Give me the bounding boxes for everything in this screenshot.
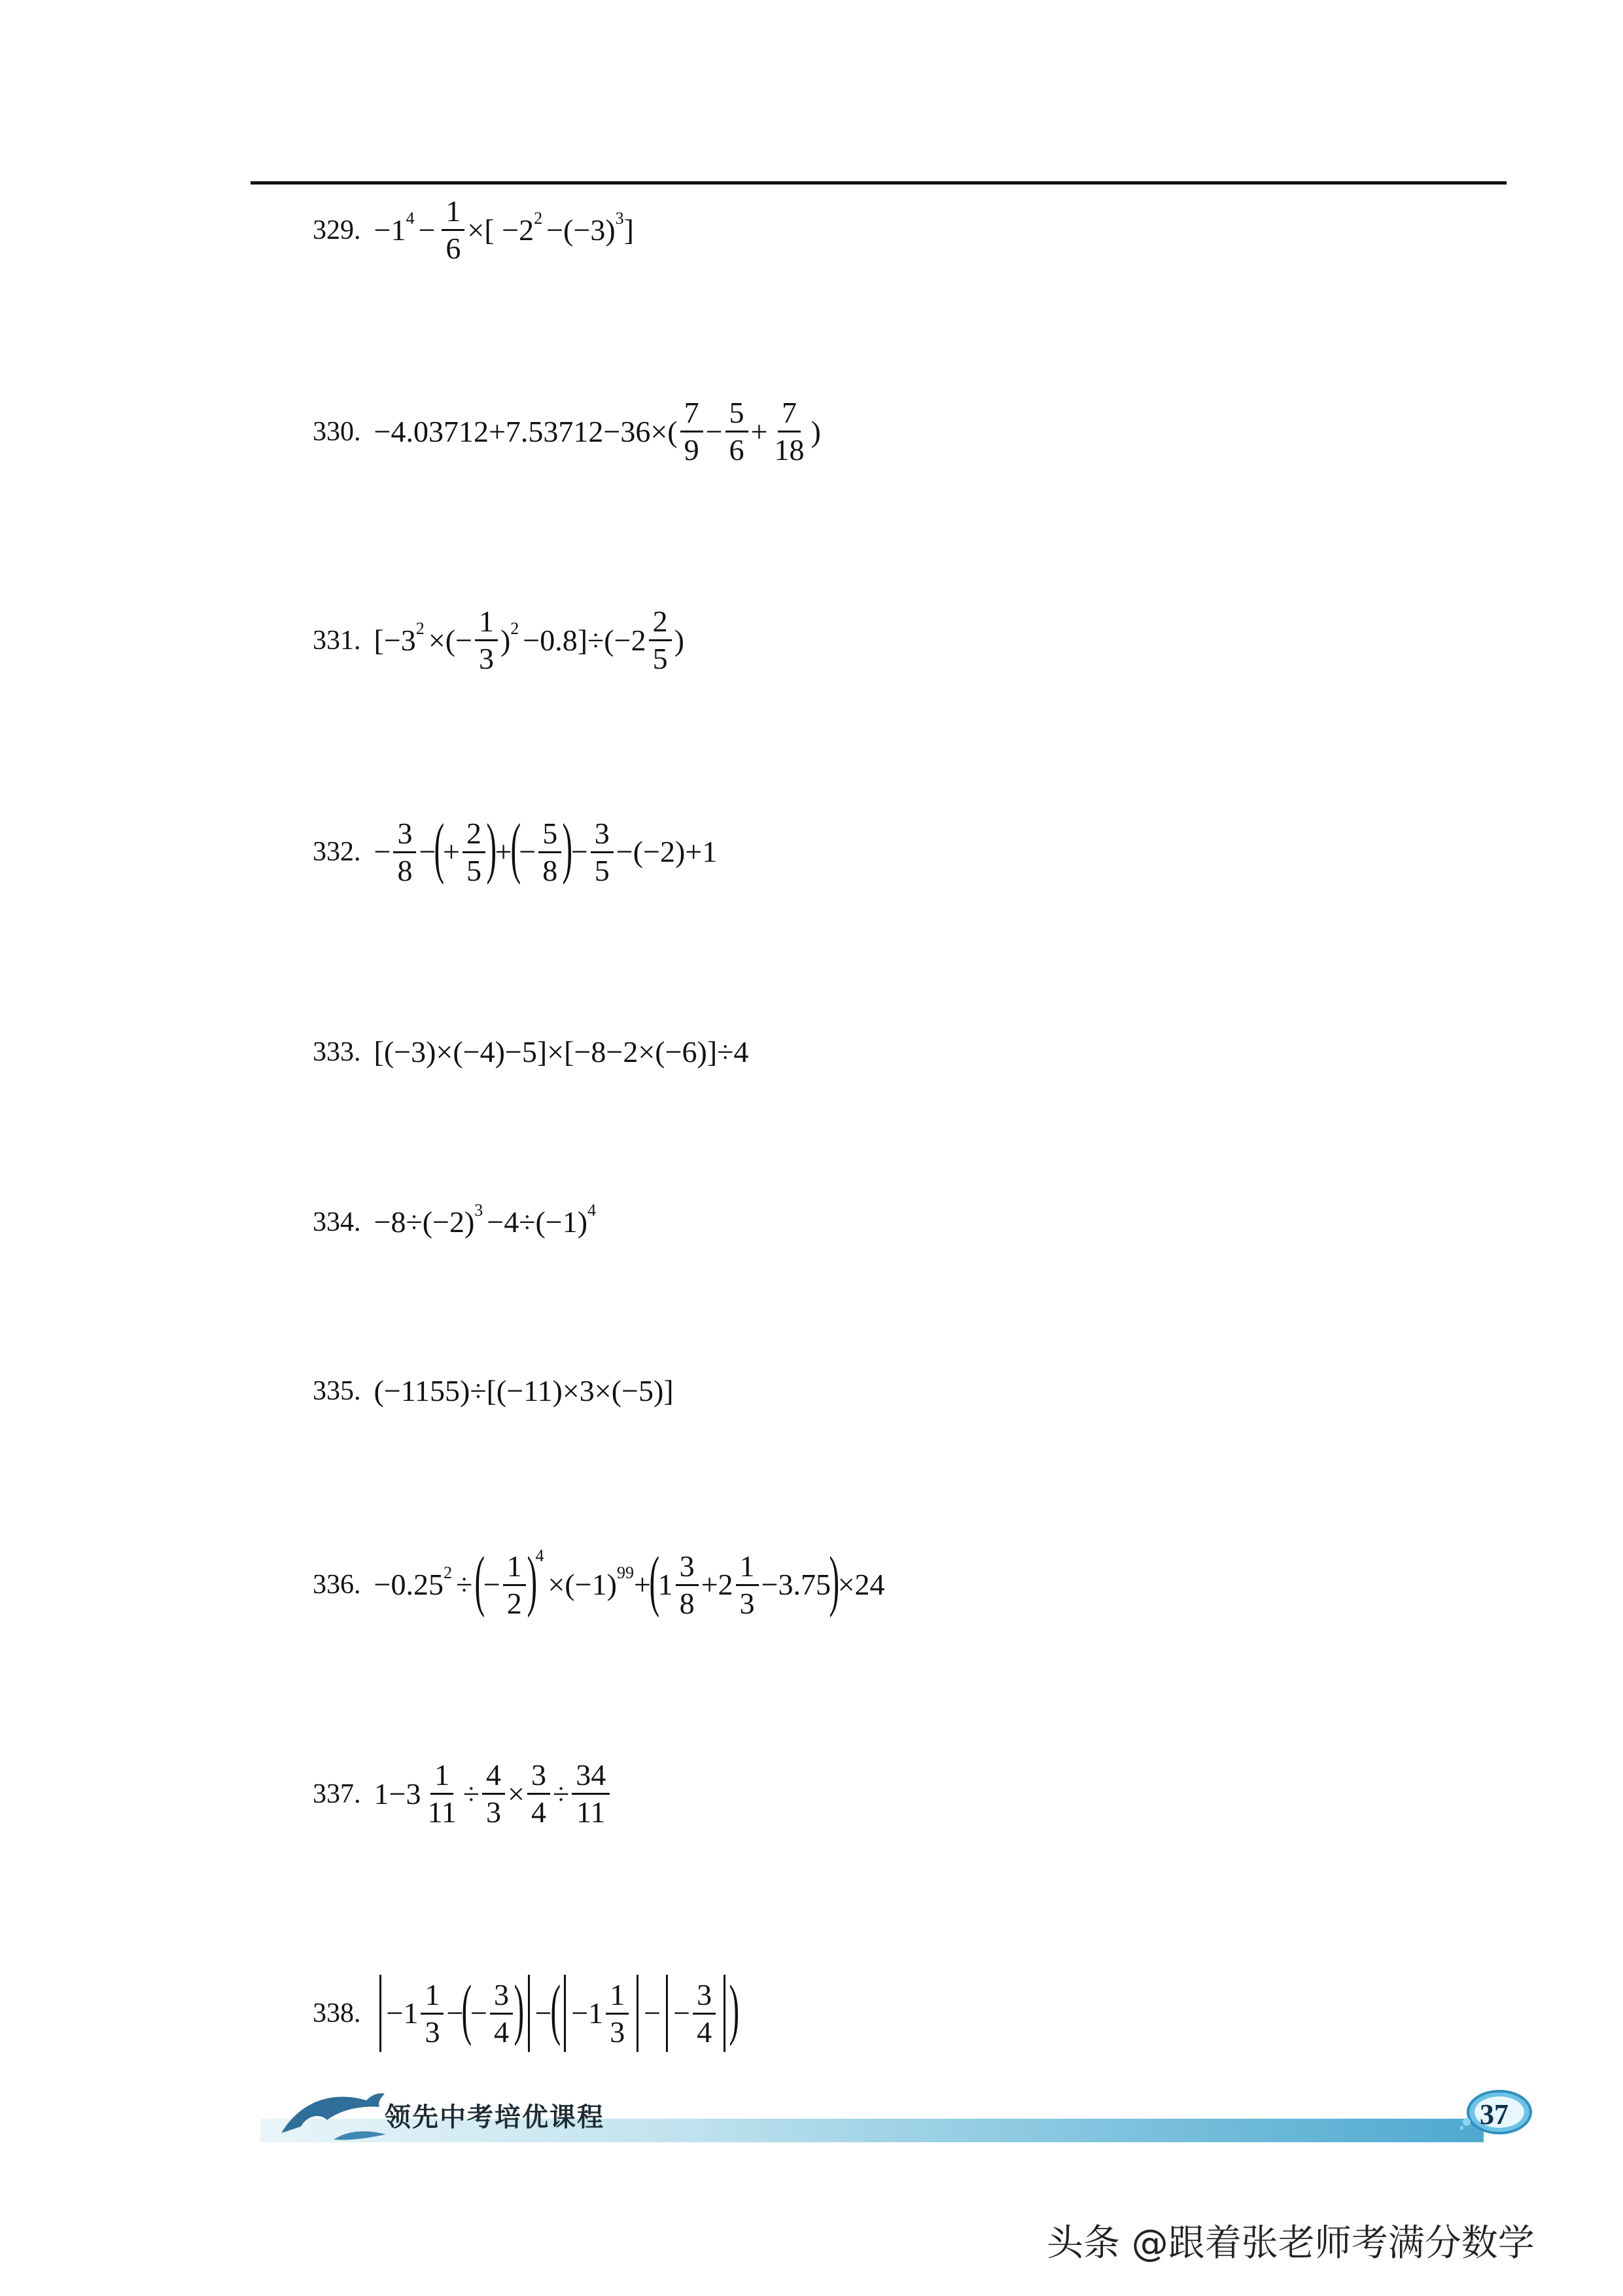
exponent: 4 xyxy=(535,1546,544,1565)
operator: − xyxy=(419,835,436,868)
problem-332 xyxy=(313,810,718,887)
fraction: $\frac{3}{5}$ xyxy=(591,819,614,886)
fraction: $\frac{1}{2}$ xyxy=(503,1551,526,1619)
term: −1 xyxy=(374,213,406,247)
problem-333 xyxy=(313,1037,748,1067)
exponent: 99 xyxy=(616,1563,634,1582)
problem-number: 334. xyxy=(313,1207,361,1237)
mixed-number: 1 $\frac{3}{8}$ xyxy=(658,1551,701,1619)
mixed-number: +2 $\frac{1}{3}$ xyxy=(701,1551,761,1619)
fraction: $\frac{1}{3}$ xyxy=(475,607,498,674)
abs-bar xyxy=(564,1975,566,2052)
exponent: 2 xyxy=(443,1563,452,1582)
problem-number: 335. xyxy=(313,1376,361,1406)
fraction: $\frac{3}{4}$ xyxy=(527,1760,550,1828)
fraction: $\frac{3}{8}$ xyxy=(393,819,416,886)
exponent: 2 xyxy=(415,618,425,638)
problem-number: 337. xyxy=(313,1778,361,1809)
abs-bar xyxy=(666,1975,668,2052)
problem-336 xyxy=(313,1543,885,1620)
term: −(−3) xyxy=(546,213,616,247)
problem-330 xyxy=(313,398,821,465)
abs-bar xyxy=(637,1975,638,2052)
operator: − xyxy=(446,1996,464,2030)
paren-right: ) xyxy=(527,1543,537,1618)
expression: (−1155)÷[(−11)×3×(−5)] xyxy=(374,1374,674,1407)
problem-number: 329. xyxy=(313,215,361,245)
operator: − xyxy=(483,1568,500,1601)
problem-337 xyxy=(313,1760,612,1828)
operator: − xyxy=(519,835,536,868)
exponent: 4 xyxy=(587,1201,597,1220)
fraction: $\frac{5}{8}$ xyxy=(538,819,561,886)
expression: [(−3)×(−4)−5]×[−8−2×(−6)]÷4 xyxy=(374,1035,749,1069)
fraction: $\frac{1}{6}$ xyxy=(442,196,464,264)
operator: − xyxy=(470,1996,487,2030)
fraction: $\frac{34}{11}$ xyxy=(572,1760,610,1828)
paren-left: ( xyxy=(550,1971,561,2047)
exponent: 2 xyxy=(534,208,543,228)
term: −0.8]÷(−2 xyxy=(523,623,646,657)
watermark: 头条 @跟着张老师考满分数学 xyxy=(1047,2222,1535,2265)
term: −4.03712+7.53712−36×( xyxy=(374,414,678,448)
operator: − xyxy=(570,835,588,868)
fraction: $\frac{3}{4}$ xyxy=(693,1980,716,2047)
term: −4÷(−1) xyxy=(487,1205,588,1239)
problem-number: 333. xyxy=(313,1037,361,1067)
operator: ÷ xyxy=(455,1568,473,1601)
operator: − xyxy=(418,213,436,247)
term: [−3 xyxy=(374,623,416,657)
fraction: $\frac{5}{6}$ xyxy=(725,398,748,465)
operator: + xyxy=(750,414,768,448)
paren-right: ) xyxy=(514,1971,525,2047)
fraction: $\frac{2}{5}$ xyxy=(649,607,672,674)
exponent: 4 xyxy=(406,208,415,228)
paren-right: ) xyxy=(729,1971,740,2047)
bracket: ] xyxy=(623,213,634,247)
page-number: 37 xyxy=(1480,2098,1509,2130)
paren-left: ( xyxy=(474,1543,485,1618)
operator: + xyxy=(495,835,512,868)
problem-335 xyxy=(313,1376,674,1406)
bracket: ) xyxy=(811,414,821,448)
exponent: 3 xyxy=(474,1201,483,1220)
operator: − xyxy=(673,1996,691,2030)
problem-number: 338. xyxy=(313,1998,361,2028)
operator: − xyxy=(644,1996,661,2030)
problem-number: 332. xyxy=(313,837,361,867)
fraction: $\frac{2}{5}$ xyxy=(462,819,485,886)
dolphin-icon xyxy=(275,2074,393,2146)
operator: − xyxy=(374,835,391,868)
abs-bar xyxy=(724,1975,725,2052)
fraction: $\frac{4}{3}$ xyxy=(482,1760,505,1828)
problem-329 xyxy=(313,196,634,264)
mixed-number: −1 $\frac{1}{3}$ xyxy=(387,1980,447,2047)
term: −(−2)+1 xyxy=(616,835,718,868)
fraction: $\frac{3}{4}$ xyxy=(490,1980,513,2047)
fraction: $\frac{7}{18}$ xyxy=(774,396,805,467)
problem-331 xyxy=(313,607,684,674)
paren-right: ) xyxy=(562,810,573,885)
term: ×[ −2 xyxy=(467,213,534,247)
top-rule xyxy=(251,181,1507,185)
abs-bar xyxy=(379,1975,381,2052)
operator: + xyxy=(633,1568,651,1601)
term: −8÷(−2) xyxy=(374,1205,475,1239)
paren-left: ( xyxy=(649,1543,660,1618)
operator: ÷ xyxy=(552,1776,570,1810)
bracket: ) xyxy=(674,623,684,657)
abs-bar xyxy=(528,1975,530,2052)
bracket: ) xyxy=(500,623,511,657)
exponent: 2 xyxy=(510,618,519,638)
operator: − xyxy=(705,414,723,448)
problem-338 xyxy=(313,1971,740,2052)
problem-334 xyxy=(313,1201,597,1239)
term: ×(− xyxy=(428,623,472,657)
mixed-number: −1 $\frac{1}{3}$ xyxy=(571,1980,631,2047)
operator: × xyxy=(508,1776,525,1810)
problem-number: 330. xyxy=(313,416,361,447)
mixed-number: 1−3 $\frac{1}{11}$ xyxy=(374,1758,457,1829)
problem-number: 336. xyxy=(313,1570,361,1600)
paren-left: ( xyxy=(434,810,445,885)
operator: − xyxy=(534,1996,552,2030)
paren-right: ) xyxy=(486,810,497,885)
operator: + xyxy=(443,835,460,868)
term: ×(−1) xyxy=(548,1568,617,1601)
operator: ÷ xyxy=(462,1776,480,1810)
footer-course-title: 领先中考培优课程 xyxy=(385,2102,604,2132)
exponent: 3 xyxy=(615,208,624,228)
paren-left: ( xyxy=(461,1971,472,2047)
problem-number: 331. xyxy=(313,625,361,656)
fraction: $\frac{7}{9}$ xyxy=(680,398,703,465)
term: −3.75 xyxy=(761,1568,831,1601)
paren-right: ) xyxy=(829,1543,840,1618)
term: −0.25 xyxy=(374,1568,444,1601)
paren-left: ( xyxy=(510,810,521,885)
term: ×24 xyxy=(837,1568,885,1601)
